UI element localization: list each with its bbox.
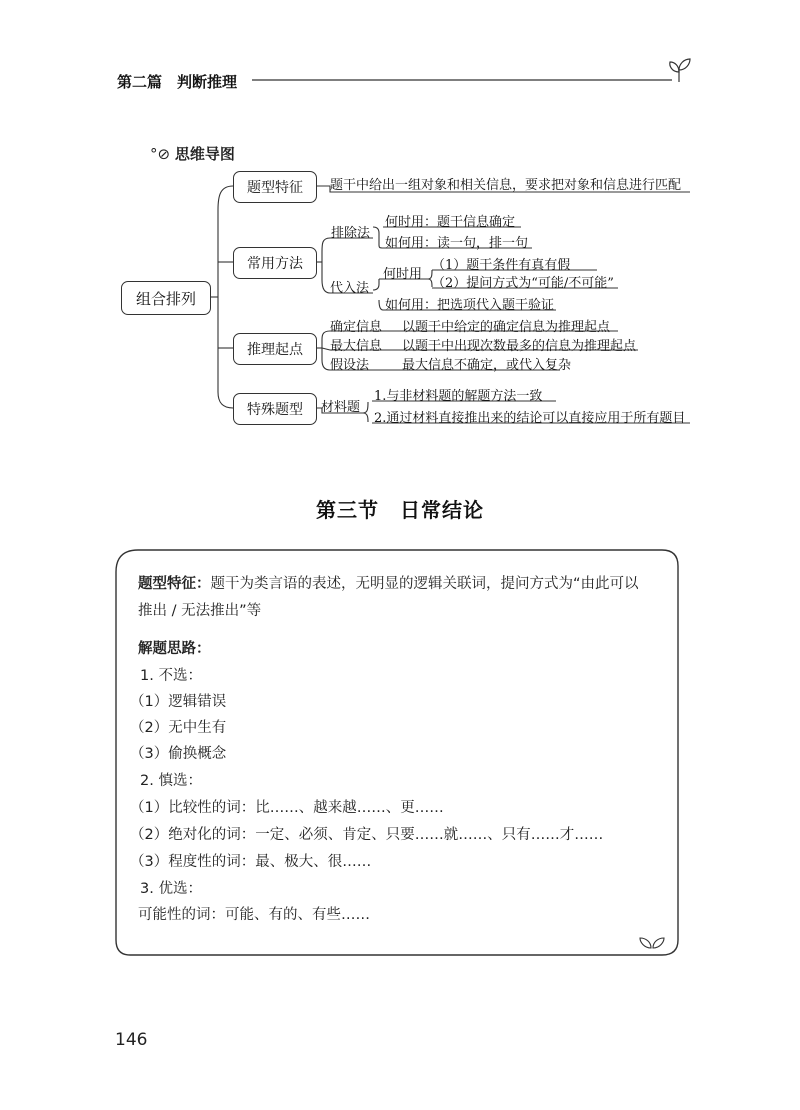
b3-r3-label: 假设法: [330, 358, 370, 373]
approach-line-4: （3）偷换概念: [130, 746, 227, 762]
mindmap-root: 组合排列: [121, 281, 211, 315]
mindmap-heading: 思维导图: [174, 145, 235, 163]
branch-reasoning-start: 推理起点: [233, 333, 317, 365]
header-title: 判断推理: [177, 73, 238, 91]
approach-line-5: 2. 慎选：: [140, 773, 202, 789]
section-title: 第三节 日常结论: [316, 498, 484, 522]
b3-r2-label: 最大信息: [330, 339, 383, 354]
b4-t2: 2.通过材料直接推出来的结论可以直接应用于所有题目: [374, 411, 686, 426]
approach-line-8: （3）程度性的词：最、极大、很……: [130, 854, 372, 870]
b3-r2-text: 以题干中出现次数最多的信息为推理起点: [402, 339, 637, 354]
approach-line-7: （2）绝对化的词：一定、必须、肯定、只要……就……、只有……才……: [130, 827, 604, 843]
branch-special-types: 特殊题型: [233, 393, 317, 425]
b1-text: 题干中给出一组对象和相关信息，要求把对象和信息进行匹配: [330, 178, 682, 193]
sub-label: 代入法: [330, 281, 370, 296]
approach-line-3: （2）无中生有: [130, 720, 227, 736]
elim-label: 排除法: [331, 226, 371, 241]
b3-r1-text: 以题干中给定的确定信息为推理起点: [402, 320, 611, 335]
sub-cond2: （2）提问方式为“可能/不可能”: [432, 276, 614, 291]
feature-label: 题型特征：: [138, 576, 211, 592]
sub-cond1: （1）题干条件有真有假: [432, 258, 571, 273]
approach-line-2: （1）逻辑错误: [130, 694, 227, 710]
approach-line-9: 3. 优选：: [140, 881, 202, 897]
elim-when: 何时用：题干信息确定: [385, 215, 516, 230]
sub-when-label: 何时用: [383, 267, 423, 282]
mindmap-icon: °⊘: [150, 145, 175, 163]
b3-r3-text: 最大信息不确定，或代入复杂: [402, 358, 572, 373]
header-part: 第二篇: [117, 73, 163, 91]
sub-how: 如何用：把选项代入题干验证: [385, 298, 555, 313]
page-number: 146: [115, 1030, 148, 1050]
b4-t1: 1.与非材料题的解题方法一致: [374, 389, 543, 404]
feature-text-1: 题干为类言语的表述，无明显的逻辑关联词，提问方式为“由此可以: [210, 576, 639, 592]
b4-sub-label: 材料题: [321, 400, 361, 415]
branch-type-feature: 题型特征: [233, 171, 317, 203]
feature-text-2: 推出 / 无法推出”等: [138, 603, 262, 619]
approach-label: 解题思路：: [138, 641, 211, 657]
feature-line-1: [138, 572, 639, 593]
approach-line-1: 1. 不选：: [140, 668, 202, 684]
leaf-icon: [640, 938, 664, 948]
elim-how: 如何用：读一句，排一句: [385, 236, 529, 251]
approach-line-6: （1）比较性的词：比……、越来越……、更……: [130, 800, 444, 816]
approach-line-10: 可能性的词：可能、有的、有些……: [138, 907, 370, 923]
b3-r1-label: 确定信息: [330, 320, 383, 335]
branch-common-methods: 常用方法: [233, 247, 317, 279]
